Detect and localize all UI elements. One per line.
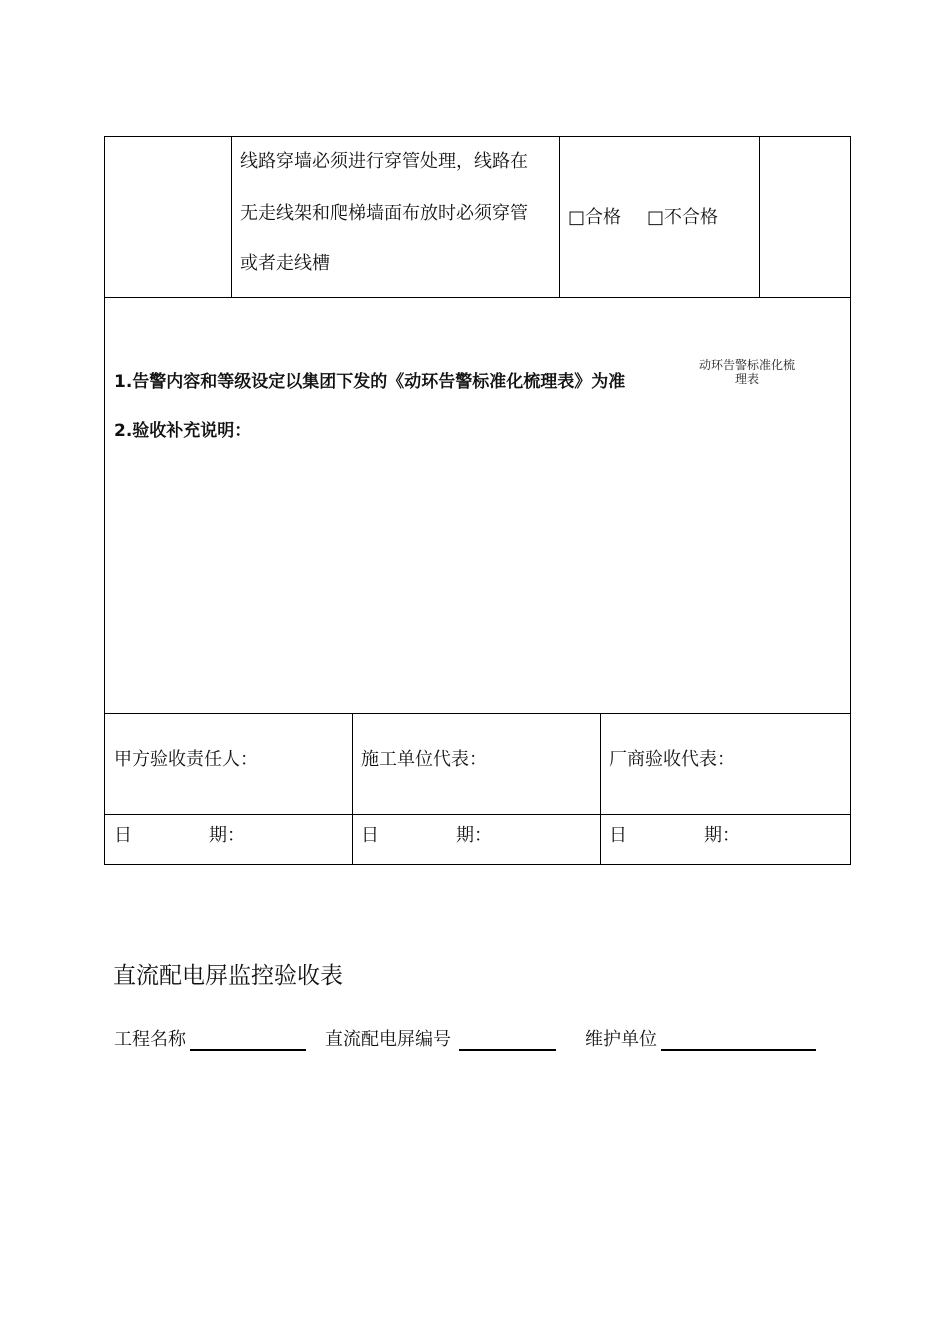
option-pass-checkbox[interactable]: □合格 [568, 207, 622, 228]
signature-rule [104, 814, 851, 815]
table-border-left [104, 136, 105, 865]
check-item-line-2: 无走线架和爬梯墙面布放时必须穿管 [240, 203, 528, 224]
table-border-bottom [104, 864, 851, 865]
embedded-object-label-line2: 理表 [734, 372, 759, 386]
table-border-top [104, 136, 851, 137]
row1-divider-1 [231, 136, 232, 298]
sign-divider-1 [352, 713, 353, 865]
contractor-signature-label: 施工单位代表： [361, 749, 487, 770]
note-2: 2.验收补充说明： [114, 421, 252, 441]
party-a-signature-label: 甲方验收责任人： [114, 749, 258, 770]
panel-number-label: 直流配电屏编号 [325, 1029, 451, 1050]
sign-divider-2 [600, 713, 601, 865]
note-1: 1.告警内容和等级设定以集团下发的《动环告警标准化梳理表》为准 [114, 372, 626, 392]
maintainer-input[interactable] [661, 1049, 816, 1051]
notes-bottom-rule [104, 713, 851, 714]
check-item-line-3: 或者走线槽 [240, 253, 330, 274]
date-label-period-2: 期： [456, 825, 492, 846]
section-title: 直流配电屏监控验收表 [113, 963, 343, 989]
maintainer-label: 维护单位 [585, 1029, 657, 1050]
date-label-period-3: 期： [704, 825, 740, 846]
table-border-right [850, 136, 851, 865]
row1-bottom-rule [104, 297, 851, 298]
date-label-day-3: 日 [609, 825, 627, 846]
row1-divider-3 [759, 136, 760, 298]
check-item-line-1: 线路穿墙必须进行穿管处理，线路在 [240, 151, 528, 172]
embedded-object-label-line1: 动环告警标准化梳 [698, 358, 795, 372]
row1-divider-2 [559, 136, 560, 298]
date-label-day-1: 日 [114, 825, 132, 846]
embedded-object-icon[interactable] [682, 358, 812, 386]
project-name-label: 工程名称 [114, 1029, 186, 1050]
panel-number-input[interactable] [459, 1049, 556, 1051]
option-fail-checkbox[interactable]: □不合格 [647, 207, 719, 228]
date-label-period-1: 期： [209, 825, 245, 846]
project-name-input[interactable] [190, 1049, 306, 1051]
date-label-day-2: 日 [361, 825, 379, 846]
vendor-signature-label: 厂商验收代表： [609, 749, 735, 770]
